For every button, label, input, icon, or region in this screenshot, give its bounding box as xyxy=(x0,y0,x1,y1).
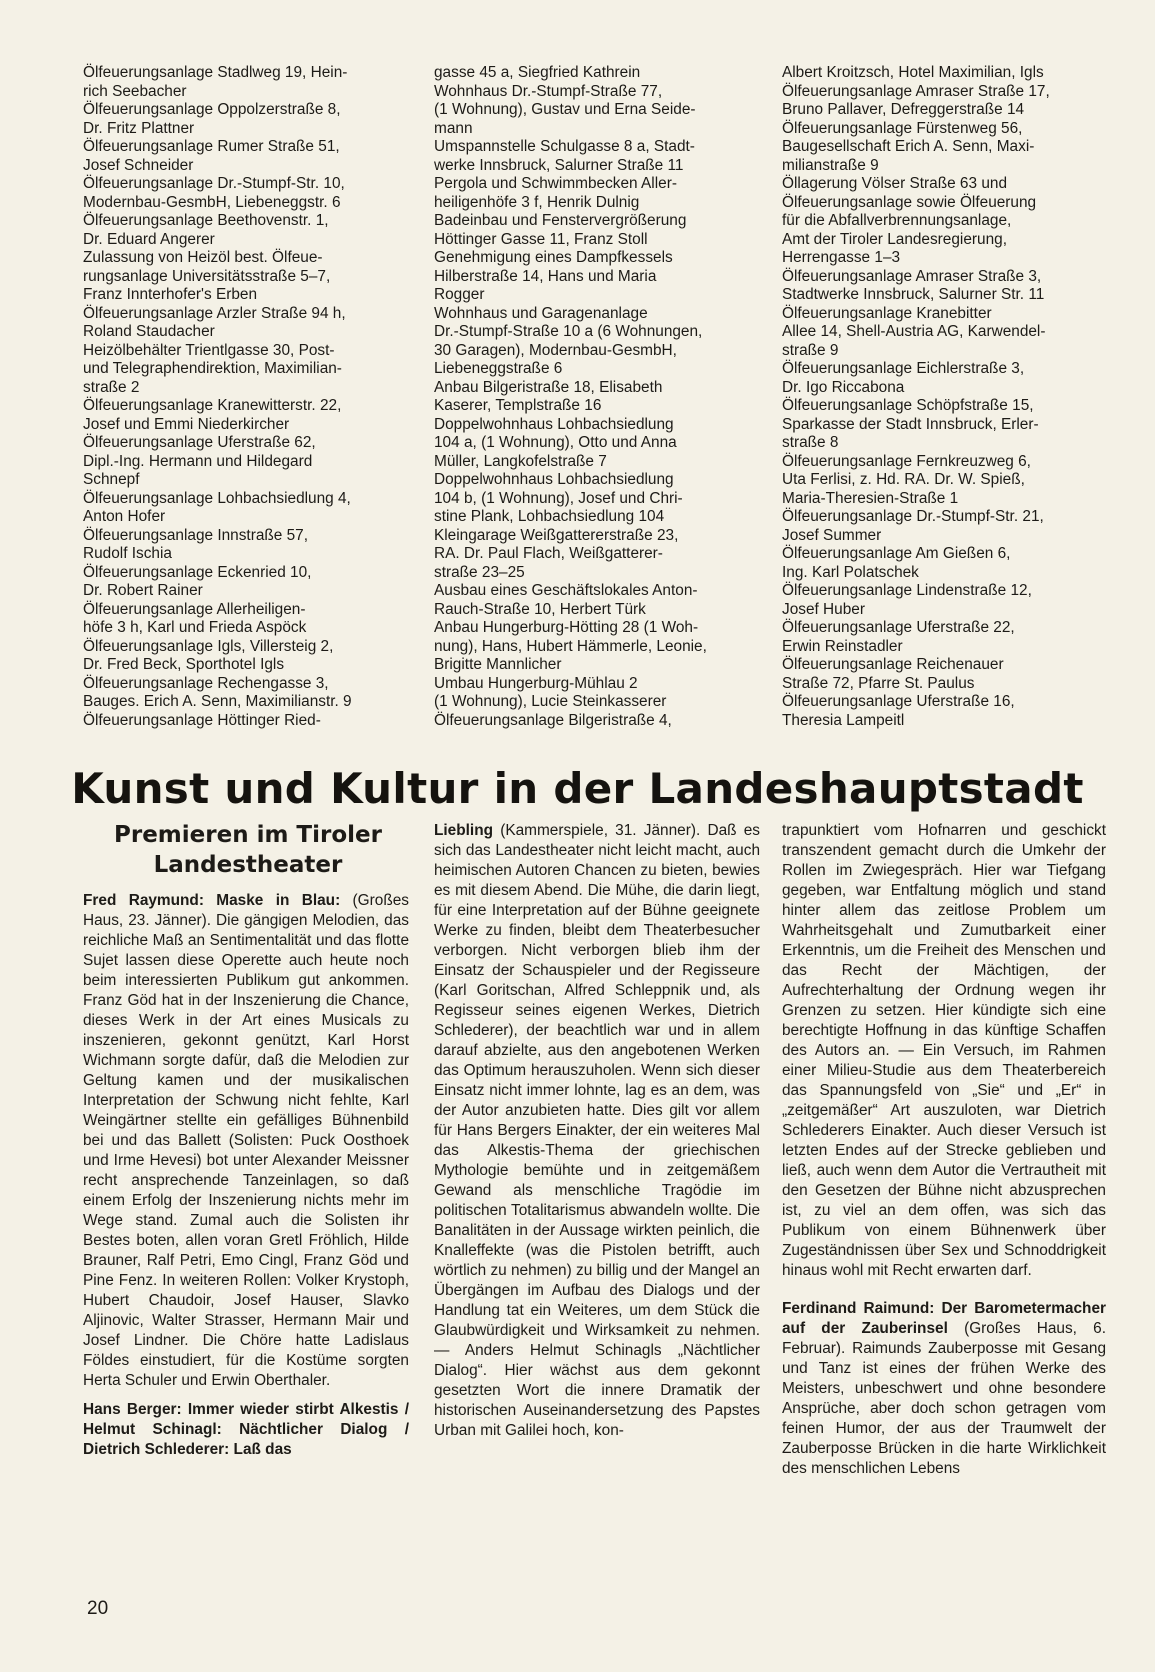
listing-line: Franz Innterhofer's Erben xyxy=(83,286,258,303)
listing-line: Ölfeuerungsanlage Rechengasse 3, xyxy=(83,674,329,692)
listing-line: Ölfeuerungsanlage Eckenried 10, xyxy=(83,563,312,581)
listing-line: Amt der Tiroler Landesregierung, xyxy=(782,230,1007,248)
review-barometermacher xyxy=(782,1299,1106,1479)
listing-line: Ölfeuerungsanlage Dr.-Stumpf-Str. 10, xyxy=(83,175,345,192)
listing-line: Öllagerung Völser Straße 63 und xyxy=(782,175,1008,192)
listing-line: Wohnhaus Dr.-Stumpf-Straße 77, xyxy=(434,82,663,100)
listing-line: Uta Ferlisi, z. Hd. RA. Dr. W. Spieß, xyxy=(782,471,1025,488)
listing-line: Ölfeuerungsanlage Arzler Straße 94 h, xyxy=(83,304,346,322)
listing-line: Ölfeuerungsanlage Igls, Villersteig 2, xyxy=(83,637,334,655)
listing-line: Ölfeuerungsanlage Stadlweg 19, Hein- xyxy=(83,64,348,81)
listing-line: Müller, Langkofelstraße 7 xyxy=(434,452,607,470)
listing-line: Dr.-Stumpf-Straße 10 a (6 Wohnungen, xyxy=(434,323,703,340)
listing-line: Anbau Hungerburg-Hötting 28 (1 Woh- xyxy=(434,619,699,636)
listing-line: gasse 45 a, Siegfried Kathrein xyxy=(434,64,641,81)
listing-line: RA. Dr. Paul Flach, Weißgatterer- xyxy=(434,545,663,562)
listing-line: (1 Wohnung), Lucie Steinkasserer xyxy=(434,693,667,710)
listing-line: Rudolf Ischia xyxy=(83,545,172,562)
listing-line: Kleingarage Weißgattererstraße 23, xyxy=(434,526,679,544)
review-title: Fred Raymund: Maske in Blau: xyxy=(83,892,341,909)
listing-line: Umspannstelle Schulgasse 8 a, Stadt- xyxy=(434,138,695,155)
listing-line: Rauch-Straße 10, Herbert Türk xyxy=(434,600,646,618)
listing-line: Pergola und Schwimmbecken Aller- xyxy=(434,175,677,192)
article-subheading: Premieren im Tiroler Landestheater xyxy=(114,822,382,878)
listing-line: Sparkasse der Stadt Innsbruck, Erler- xyxy=(782,415,1039,433)
listing-line: Ölfeuerungsanlage Uferstraße 22, xyxy=(782,619,1015,636)
listing-line: Heizölbehälter Trientlgasse 30, Post- xyxy=(83,341,335,359)
review-einakter-continued: trapunktiert vom Hofnarren und geschickt transzendent gemacht durch die Umkehr der Rollen im Zwiegespräch. Hier war Tiefgang gegeben, war Entfaltung möglich und stand hinter allem das zeitlose Problem um Wahrheitsgehalt und Zumutbarkeit einer Erkenntnis, um die Freiheit des Menschen und das Recht der Mächtigen, der Aufrechterhaltung der Ordnung wegen ihr Grenzen zu setzen. Hier kündigte sich eine berechtigte Hoffnung in das künftige Schaffen des Autors an. — Ein Versuch, im Rahmen einer Milieu-Studie aus dem Theaterbereich das Spannungsfeld von „Sie“ und „Er“ in „zeitgemäßer“ Art auszuloten, war Dietrich Schlederers Einakter. Auch dieser Versuch ist letzten Endes auf der Strecke geblieben und ließ, auch wenn dem Autor die Vertrautheit mit den Gesetzen der Bühne nicht abzusprechen ist, zu viel an dem offen, was sich das Publikum von einem Bühnenwerk über Zugeständnissen über Sex und Schnoddrigkeit hinaus wohl mit Recht erwarten darf. xyxy=(782,822,1106,1279)
listing-line: Bauges. Erich A. Senn, Maximilianstr. 9 xyxy=(83,693,352,710)
review-text: (Großes Haus, 6. Februar). Raimunds Zauberposse mit Gesang und Tanz ist eines der frühen Werke des Meisters, unbeschwert und ohne besondere Ansprüche, aber doch schon getragen vom feinen Humor, der aus der Traumwelt der Zauberposse Brücken in die harte Wirklichkeit des menschlichen Lebens xyxy=(782,1320,1106,1477)
listing-line: Josef Summer xyxy=(782,526,882,544)
listing-line: Erwin Reinstadler xyxy=(782,637,903,655)
listing-line: Ausbau eines Geschäftslokales Anton- xyxy=(434,582,698,599)
review-title: Ferdinand Raimund: Der Barometermacher auf der Zauberinsel xyxy=(782,1300,1106,1337)
listing-line: Wohnhaus und Garagenanlage xyxy=(434,304,648,322)
listing-line: milianstraße 9 xyxy=(782,156,879,174)
listing-line: Ölfeuerungsanlage Kranebitter xyxy=(782,304,992,322)
listing-line: Ölfeuerungsanlage Bilgeristraße 4, xyxy=(434,711,672,729)
listing-line: Ölfeuerungsanlage Eichlerstraße 3, xyxy=(782,360,1025,377)
listing-line: Ölfeuerungsanlage Reichenauer xyxy=(782,656,1004,673)
page-number: 20 xyxy=(87,1598,109,1619)
review-title-continued: Liebling xyxy=(434,822,493,839)
section-headline: Kunst und Kultur in der Landeshauptstadt xyxy=(71,764,1084,813)
article-column-1 xyxy=(83,891,409,1460)
listing-line: Rogger xyxy=(434,286,485,303)
listing-line: Ölfeuerungsanlage Fürstenweg 56, xyxy=(782,119,1023,137)
listing-line: Baugesellschaft Erich A. Senn, Maxi- xyxy=(782,138,1035,155)
listing-line: Dr. Eduard Angerer xyxy=(83,230,215,248)
listing-line: Ölfeuerungsanlage Dr.-Stumpf-Str. 21, xyxy=(782,508,1044,525)
listing-line: Dr. Fred Beck, Sporthotel Igls xyxy=(83,656,285,673)
review-einakter-heading xyxy=(83,1400,409,1460)
listing-line: Ölfeuerungsanlage Lohbachsiedlung 4, xyxy=(83,489,351,507)
listing-line: Ölfeuerungsanlage Uferstraße 62, xyxy=(83,434,316,451)
listing-line: rungsanlage Universitätsstraße 5–7, xyxy=(83,267,331,285)
listing-line: höfe 3 h, Karl und Frieda Aspöck xyxy=(83,619,307,636)
listing-line: und Telegraphendirektion, Maximilian- xyxy=(83,360,342,377)
listing-line: Doppelwohnhaus Lohbachsiedlung xyxy=(434,415,674,433)
listing-line: heiligenhöfe 3 f, Henrik Dulnig xyxy=(434,193,640,211)
review-maske-in-blau xyxy=(83,891,409,1391)
listing-line: straße 2 xyxy=(83,378,140,396)
listing-line: Dr. Robert Rainer xyxy=(83,582,203,599)
review-text: (Kammerspiele, 31. Jänner). Daß es sich das Landestheater nicht leicht macht, auch heimischen Autoren Chancen zu bieten, bewies es mit diesem Abend. Die Mühe, die darin liegt, für eine Interpretation auf der Bühne geeignete Werke zu finden, bleibt dem Theaterbesucher verborgen. Nicht verborgen blieb ihm der Einsatz der Schauspieler und der Regisseure (Karl Goritschan, Alfred Schleppnik und, als Regisseur seines eigenen Werkes, Dietrich Schlederer), der beachtlich war und in allem darauf abzielte, aus den angebotenen Werken das Optimum herauszuholen. Wenn sich dieser Einsatz nicht immer lohnte, lag es an dem, was der Autor anzubieten hatte. Dies gilt vor allem für Hans Bergers Einakter, der ein weiteres Mal das Alkestis-Thema der griechischen Mythologie bemühte und in zeitgemäßem Gewand als menschliche Tragödie im politischen Totalitarismus abwandeln wollte. Die Banalitäten in der Aussage wirkten peinlich, die Knalleffekte (was die Pistolen betrifft, auch wörtlich zu nehmen) zu billig und der Mangel an Übergängen im Aufbau des Dialogs und der Handlung tat ein Weiteres, um dem Stück die Glaubwürdigkeit und Wirksamkeit zu nehmen. — Anders Helmut Schinagls „Nächtlicher Dialog“. Hier wächst aus dem gekonnt gesetzten Wort die innere Dramatik der historischen Auseinandersetzung des Papstes Urban mit Galilei hoch, kon- xyxy=(434,822,760,1439)
listing-line: Ölfeuerungsanlage Beethovenstr. 1, xyxy=(83,212,329,229)
listing-line: (1 Wohnung), Gustav und Erna Seide- xyxy=(434,101,696,118)
listing-line: werke Innsbruck, Salurner Straße 11 xyxy=(434,156,684,174)
listing-line: Ölfeuerungsanlage Rumer Straße 51, xyxy=(83,138,340,155)
listing-line: Stadtwerke Innsbruck, Salurner Str. 11 xyxy=(782,286,1045,303)
listing-line: Bruno Pallaver, Defreggerstraße 14 xyxy=(782,101,1025,118)
listing-line: Badeinbau und Fenstervergrößerung xyxy=(434,212,687,229)
listing-line: Ölfeuerungsanlage Amraser Straße 3, xyxy=(782,267,1042,285)
listing-line: Ölfeuerungsanlage sowie Ölfeuerung xyxy=(782,193,1037,211)
listing-line: 30 Garagen), Modernbau-GesmbH, xyxy=(434,341,677,359)
listing-line: nung), Hans, Hubert Hämmerle, Leonie, xyxy=(434,637,707,655)
listing-line: Albert Kroitzsch, Hotel Maximilian, Igls xyxy=(782,64,1044,81)
listing-line: straße 8 xyxy=(782,434,839,451)
listing-line: Maria-Theresien-Straße 1 xyxy=(782,489,959,507)
listing-line: Schnepf xyxy=(83,471,140,488)
listing-column-2 xyxy=(434,64,746,730)
listing-line: Theresia Lampeitl xyxy=(782,711,905,729)
review-einakter xyxy=(434,821,760,1441)
listing-line: Doppelwohnhaus Lohbachsiedlung xyxy=(434,471,674,488)
listing-line: Kaserer, Templstraße 16 xyxy=(434,397,602,414)
listing-line: Höttinger Gasse 11, Franz Stoll xyxy=(434,230,648,248)
listing-line: Dr. Fritz Plattner xyxy=(83,119,195,137)
listing-line: Ölfeuerungsanlage Fernkreuzweg 6, xyxy=(782,452,1031,470)
listing-line: Ölfeuerungsanlage Schöpfstraße 15, xyxy=(782,397,1034,414)
review-text: (Großes Haus, 23. Jänner). Die gängigen Melodien, das reichliche Maß an Sentimentalität und das flotte Sujet lassen diese Operette auch heute noch beim interessierten Publikum gut ankommen. Franz Göd hat in der Inszenierung die Chance, dieses Werk in der Art eines Musicals zu inszenieren, gekonnt genützt, Karl Horst Wichmann sorgte dafür, daß die Melodien zur Geltung kamen und der musikalischen Interpretation der Schwung nicht fehlte, Karl Weingärtner stellte ein gefälliges Bühnenbild bei und das Ballett (Solisten: Puck Oosthoek und Irme Hevesi) bot unter Alexander Meissner recht ansprechende Tanzeinlagen, so daß einem Erfolg der Inszenierung nichts mehr im Wege stand. Zumal auch die Solisten ihr Bestes boten, allen voran Gretl Fröhlich, Hilde Brauner, Ralf Petri, Emo Cingl, Franz Göd und Pine Fenz. In weiteren Rollen: Volker Krystoph, Hubert Chaudoir, Josef Hauser, Slavko Aljinovic, Walter Strasser, Hermann Mair und Josef Lindner. Die Chöre hatte Ladislaus Földes einstudiert, für die Kostüme sorgten Herta Schuler und Erwin Oberthaler. xyxy=(83,892,409,1389)
listing-column-1 xyxy=(83,64,395,730)
listing-column-3 xyxy=(782,64,1094,730)
listing-line: straße 23–25 xyxy=(434,563,525,581)
listing-line: Dipl.-Ing. Hermann und Hildegard xyxy=(83,452,313,470)
listing-line: Herrengasse 1–3 xyxy=(782,249,901,266)
listing-line: Zulassung von Heizöl best. Ölfeue- xyxy=(83,249,323,266)
listing-line: für die Abfallverbrennungsanlage, xyxy=(782,212,1012,229)
listing-line: Straße 72, Pfarre St. Paulus xyxy=(782,674,975,692)
listing-line: Anbau Bilgeristraße 18, Elisabeth xyxy=(434,378,663,396)
listing-line: rich Seebacher xyxy=(83,82,187,100)
listing-line: Modernbau-GesmbH, Liebeneggstr. 6 xyxy=(83,193,341,211)
listing-line: Ölfeuerungsanlage Allerheiligen- xyxy=(83,600,306,618)
listing-line: Roland Staudacher xyxy=(83,323,215,340)
listing-line: Ölfeuerungsanlage Amraser Straße 17, xyxy=(782,82,1050,100)
article-column-2 xyxy=(434,821,760,1441)
review-title: Hans Berger: Immer wieder stirbt Alkestis / Helmut Schinagl: Nächtlicher Dialog / Dietrich Schlederer: Laß das xyxy=(83,1401,409,1458)
listing-line: Hilberstraße 14, Hans und Maria xyxy=(434,267,657,285)
listing-line: mann xyxy=(434,119,473,137)
listing-line: Josef Schneider xyxy=(83,156,194,174)
listing-line: stine Plank, Lohbachsiedlung 104 xyxy=(434,508,665,525)
listing-line: Umbau Hungerburg-Mühlau 2 xyxy=(434,674,638,692)
listing-line: Genehmigung eines Dampfkessels xyxy=(434,249,673,266)
listing-line: Anton Hofer xyxy=(83,508,166,525)
listing-line: Brigitte Mannlicher xyxy=(434,656,562,673)
listing-line: Ölfeuerungsanlage Innstraße 57, xyxy=(83,526,309,544)
listing-line: Ölfeuerungsanlage Lindenstraße 12, xyxy=(782,582,1032,599)
listing-line: Ölfeuerungsanlage Oppolzerstraße 8, xyxy=(83,101,341,118)
listing-line: Ölfeuerungsanlage Höttinger Ried- xyxy=(83,711,321,729)
listing-line: Allee 14, Shell-Austria AG, Karwendel- xyxy=(782,323,1046,340)
listing-line: Liebeneggstraße 6 xyxy=(434,360,563,377)
listing-line: 104 b, (1 Wohnung), Josef und Chri- xyxy=(434,489,683,507)
listing-line: Ölfeuerungsanlage Kranewitterstr. 22, xyxy=(83,397,342,414)
listing-line: Josef Huber xyxy=(782,600,865,618)
listing-line: 104 a, (1 Wohnung), Otto und Anna xyxy=(434,434,677,451)
listing-line: Josef und Emmi Niederkircher xyxy=(83,415,290,433)
listing-line: Ölfeuerungsanlage Uferstraße 16, xyxy=(782,693,1015,710)
listing-line: straße 9 xyxy=(782,341,839,359)
listing-line: Ölfeuerungsanlage Am Gießen 6, xyxy=(782,545,1011,562)
listing-line: Dr. Igo Riccabona xyxy=(782,378,905,396)
listing-line: Ing. Karl Polatschek xyxy=(782,563,919,581)
article-column-3 xyxy=(782,821,1106,1479)
